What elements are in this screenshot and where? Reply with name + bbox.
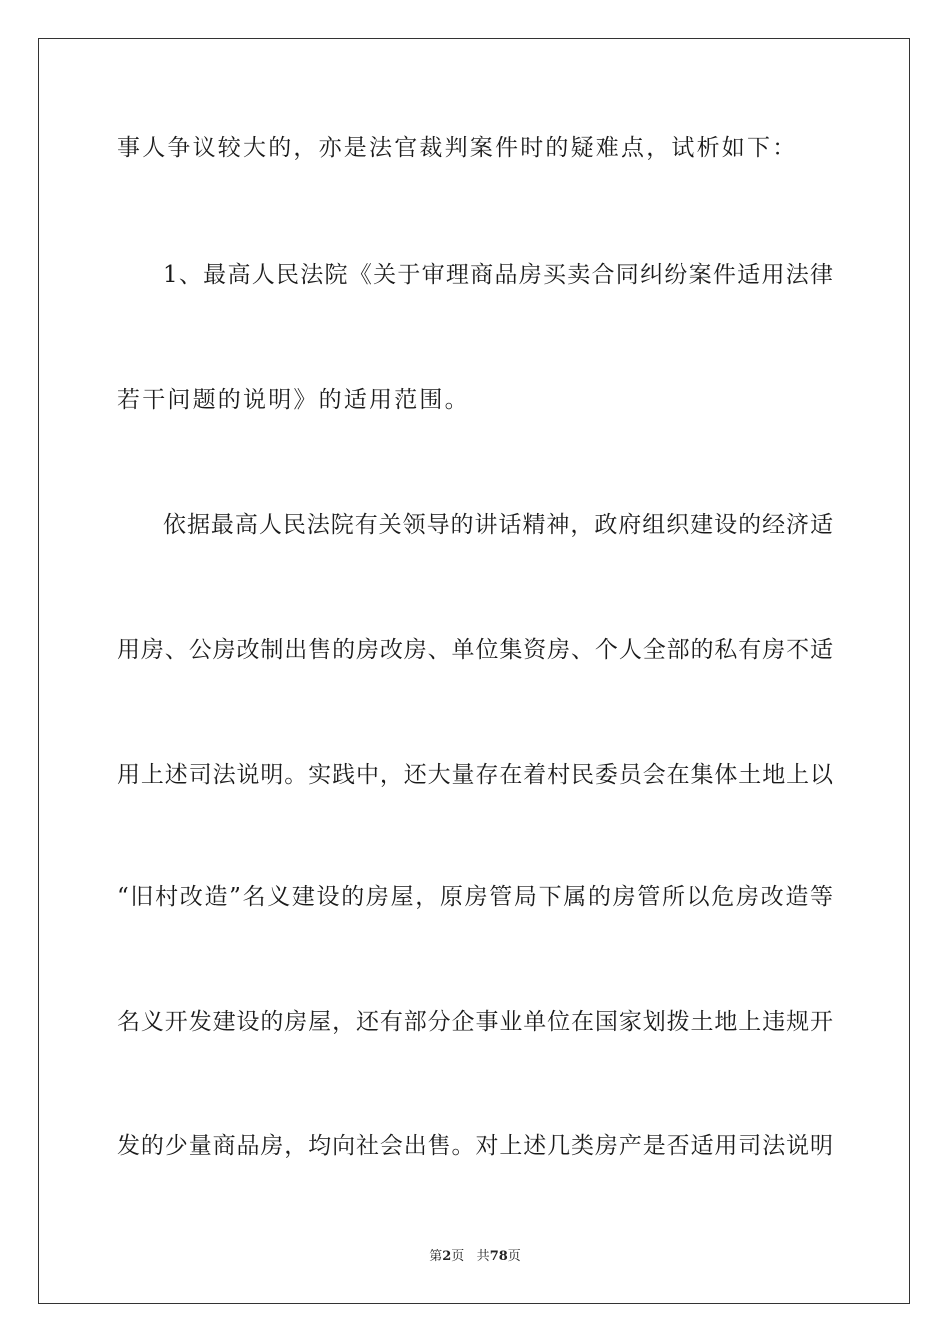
body-line-4: 依据最高人民法院有关领导的讲话精神，政府组织建设的经济适 <box>163 512 833 538</box>
body-line-3: 若干问题的说明》的适用范围。 <box>117 387 470 413</box>
body-line-6: 用上述司法说明。实践中，还大量存在着村民委员会在集体土地上以 <box>117 762 833 788</box>
body-line-2: 1、最高人民法院《关于审理商品房买卖合同纠纷案件适用法律 <box>163 262 833 288</box>
page-footer <box>0 1248 950 1266</box>
page-border <box>38 38 910 1304</box>
body-line-8: 名义开发建设的房屋，还有部分企事业单位在国家划拨土地上违规开 <box>117 1009 833 1035</box>
footer-page-prefix: 第 <box>429 1249 443 1264</box>
body-line-9: 发的少量商品房，均向社会出售。对上述几类房产是否适用司法说明 <box>117 1133 833 1159</box>
footer-total-pages: 78 <box>489 1249 508 1264</box>
footer-page-suffix: 页 <box>451 1249 465 1264</box>
footer-total-prefix: 共 <box>476 1249 490 1264</box>
footer-total-suffix: 页 <box>507 1249 521 1264</box>
footer-page-number: 2 <box>442 1249 452 1264</box>
body-line-1: 事人争议较大的，亦是法官裁判案件时的疑难点，试析如下： <box>117 135 798 161</box>
body-line-7: “旧村改造”名义建设的房屋，原房管局下属的房管所以危房改造等 <box>117 884 833 910</box>
body-line-5: 用房、公房改制出售的房改房、单位集资房、个人全部的私有房不适 <box>117 637 833 663</box>
